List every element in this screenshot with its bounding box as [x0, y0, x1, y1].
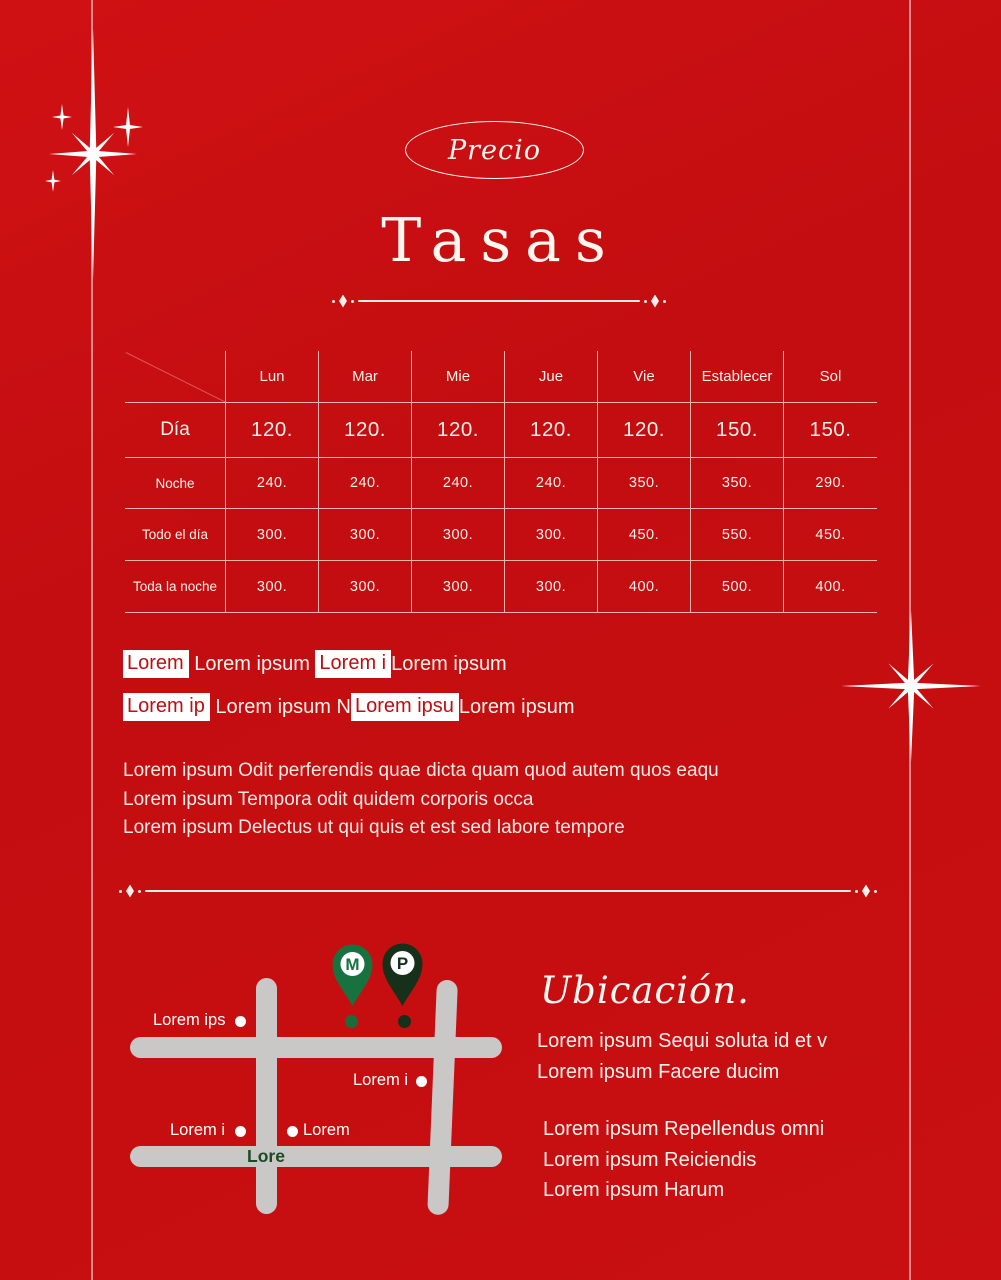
price-table	[125, 351, 877, 613]
map-point-icon	[287, 1126, 298, 1137]
row-label: Todo el día	[125, 509, 226, 561]
price-cell: 300.	[319, 561, 412, 613]
highlighted-text: Lorem ipsu	[351, 693, 459, 721]
divider-dot-icon	[855, 890, 858, 893]
location-address	[537, 1026, 827, 1088]
metro-pin-icon	[332, 944, 373, 1007]
parking-pin-letter: P	[396, 954, 409, 973]
column-header: Vie	[598, 351, 691, 403]
map-point-icon	[235, 1016, 246, 1027]
paragraph-line: Lorem ipsum Tempora odit quidem corporis occa	[123, 788, 534, 810]
column-header: Sol	[784, 351, 877, 403]
column-header: Mar	[319, 351, 412, 403]
price-cell: 500.	[691, 561, 784, 613]
price-cell: 120.	[226, 403, 319, 458]
price-cell: 300.	[226, 509, 319, 561]
sparkle-small-icon	[40, 168, 66, 194]
divider-dot-icon	[119, 890, 122, 893]
highlighted-text: Lorem	[123, 650, 189, 678]
table-corner-cell	[125, 351, 226, 403]
divider-dot-icon	[663, 300, 666, 303]
map-label: Lorem i	[170, 1121, 226, 1139]
price-cell: 240.	[412, 458, 505, 509]
precio-badge-label: Precio	[447, 134, 542, 166]
location-title: Ubicación.	[540, 969, 750, 1012]
map-label: Lorem	[303, 1121, 350, 1139]
page-title: Tasas	[381, 206, 620, 276]
location-line: Lorem ipsum Reiciendis	[543, 1148, 757, 1171]
note-text: Lorem ipsum	[458, 695, 575, 718]
metro-dot-icon	[345, 1015, 358, 1028]
price-cell: 400.	[598, 561, 691, 613]
price-cell: 550.	[691, 509, 784, 561]
price-cell: 450.	[598, 509, 691, 561]
price-cell: 120.	[598, 403, 691, 458]
price-cell: 290.	[784, 458, 877, 509]
column-header: Jue	[505, 351, 598, 403]
column-header: Mie	[412, 351, 505, 403]
divider-dot-icon	[332, 300, 335, 303]
price-cell: 300.	[505, 561, 598, 613]
map-label: Lorem ips	[153, 1011, 226, 1029]
price-cell: 240.	[226, 458, 319, 509]
map-label: Lorem i	[353, 1071, 409, 1089]
price-cell: 120.	[412, 403, 505, 458]
note-text: Lorem ipsum N	[209, 695, 351, 718]
highlighted-text: Lorem ip	[123, 693, 210, 721]
note-line-2	[123, 693, 575, 721]
sparkle-small-icon	[47, 102, 77, 132]
row-label: Día	[125, 403, 226, 458]
metro-pin-letter: M	[345, 955, 360, 974]
divider-line	[358, 300, 640, 302]
divider-dot-icon	[644, 300, 647, 303]
divider-diamond-icon	[862, 885, 870, 898]
price-cell: 400.	[784, 561, 877, 613]
price-cell: 150.	[691, 403, 784, 458]
price-cell: 300.	[226, 561, 319, 613]
note-text: Lorem ipsum	[188, 652, 316, 675]
street-name-label: Lore	[247, 1146, 285, 1166]
price-cell: 300.	[505, 509, 598, 561]
price-cell: 350.	[598, 458, 691, 509]
row-label: Noche	[125, 458, 226, 509]
row-label: Toda la noche	[125, 561, 226, 613]
paragraph-line: Lorem ipsum Odit perferendis quae dicta quam quod autem quos eaqu	[123, 760, 719, 781]
divider-diamond-icon	[651, 295, 659, 308]
price-cell: 300.	[319, 509, 412, 561]
info-paragraph	[123, 757, 719, 843]
location-details	[543, 1114, 824, 1206]
parking-dot-icon	[398, 1015, 411, 1028]
divider-dot-icon	[874, 890, 877, 893]
precio-badge	[405, 121, 584, 179]
price-cell: 150.	[784, 403, 877, 458]
note-line-1	[123, 650, 507, 678]
sparkle-small-icon	[106, 105, 150, 149]
location-line: Lorem ipsum Facere ducim	[537, 1061, 780, 1083]
map-point-icon	[416, 1076, 427, 1087]
price-cell: 450.	[784, 509, 877, 561]
divider-diamond-icon	[126, 885, 134, 898]
divider-dot-icon	[351, 300, 354, 303]
section-divider	[119, 885, 877, 897]
street-vertical-1	[256, 978, 277, 1214]
map-point-icon	[235, 1126, 246, 1137]
column-header: Lun	[226, 351, 319, 403]
note-text: Lorem ipsum	[391, 652, 507, 675]
divider-dot-icon	[138, 890, 141, 893]
sparkle-star-icon	[836, 606, 986, 766]
column-header: Establecer	[691, 351, 784, 403]
paragraph-line: Lorem ipsum Delectus ut qui quis et est sed labore tempore	[123, 817, 625, 838]
corner-diagonal-line	[125, 352, 226, 403]
location-line: Lorem ipsum Sequi soluta id et v	[537, 1030, 828, 1052]
price-cell: 300.	[412, 509, 505, 561]
price-cell: 120.	[319, 403, 412, 458]
parking-pin-icon	[382, 943, 423, 1007]
highlighted-text: Lorem i	[315, 650, 391, 678]
divider-line	[145, 890, 851, 892]
price-cell: 240.	[319, 458, 412, 509]
price-cell: 240.	[505, 458, 598, 509]
street-vertical-2	[427, 980, 458, 1216]
price-cell: 300.	[412, 561, 505, 613]
location-line: Lorem ipsum Repellendus omni	[543, 1118, 825, 1140]
title-divider	[332, 295, 666, 307]
price-cell: 350.	[691, 458, 784, 509]
price-cell: 120.	[505, 403, 598, 458]
divider-diamond-icon	[339, 295, 347, 308]
location-line: Lorem ipsum Harum	[543, 1179, 725, 1201]
